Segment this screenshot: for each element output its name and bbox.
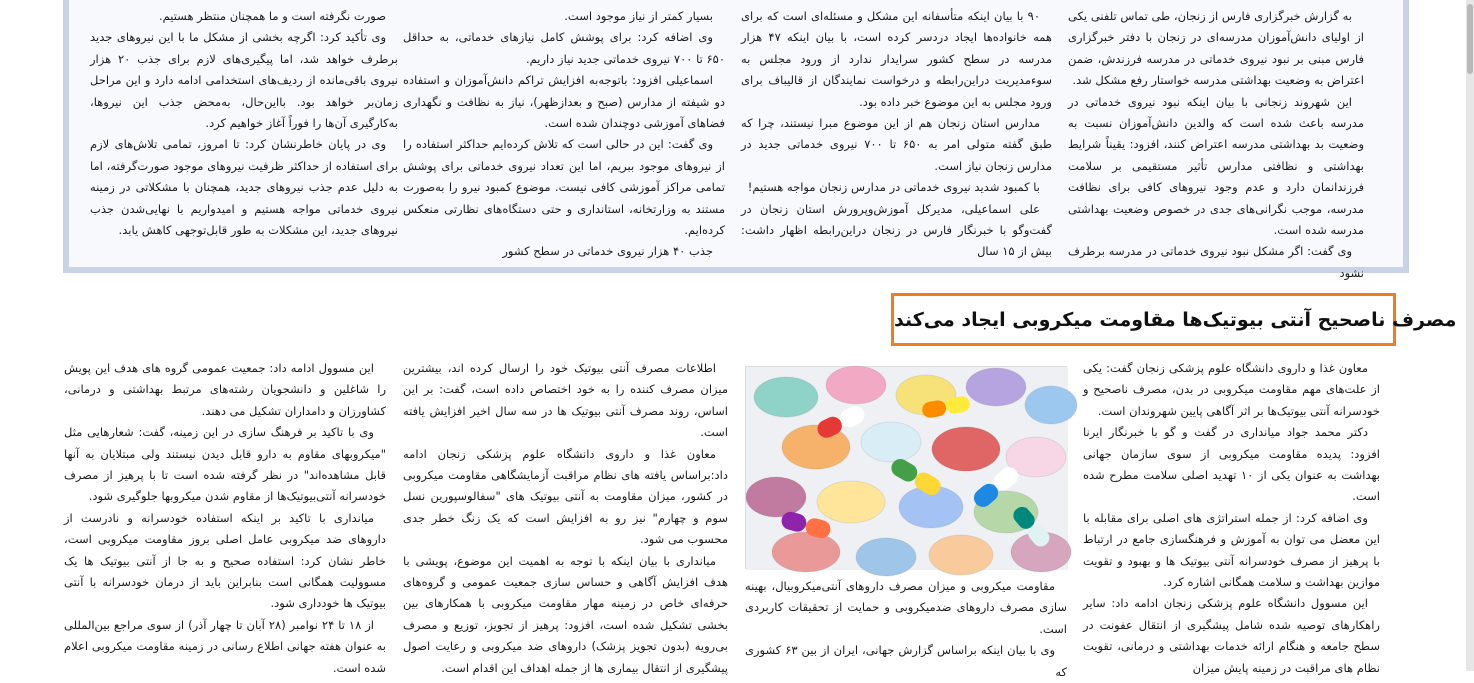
paragraph: این مسوول ادامه داد: جمعیت عمومی گروه های هدف این پویش را شاغلین و دانشجویان رشته‌های مرتبط بهداشتی و درمانی، کشاورزان و دامداران تشکیل می دهند. xyxy=(64,361,386,418)
paragraph: میانداری با تاکید بر اینکه استفاده خودسرانه و نادرست از داروهای ضد میکروبی عامل اصلی بروز مقاومت میکروبی است، خاطر نشان کرد: استفاده صحیح و به جا از آنتی بیوتیک ها یک مسوولیت همگانی است بنابراین باید از درمان خودسرانه با آنتی بیوتیک ها خودداری شود. xyxy=(64,510,386,611)
paragraph: با کمبود شدید نیروی خدماتی در مدارس زنجان مواجه هستیم! xyxy=(747,180,1040,195)
top-column-4 xyxy=(90,6,398,258)
paragraph: وی اضافه کرد: برای پوشش کامل نیازهای خدماتی، به حداقل ۶۵۰ تا ۷۰۰ نیروی خدماتی جدید نیاز داریم. xyxy=(403,30,725,66)
paragraph: مدارس استان زنجان هم از این موضوع مبرا نیستند، چرا که طبق گفته متولی امر به ۶۵۰ تا ۷۰۰ نیروی خدماتی جدید در مدارس زنجان نیاز است. xyxy=(741,116,1052,173)
paragraph: وی تأکید کرد: اگرچه بخشی از مشکل ما با این نیروهای جدید برطرف خواهد شد، اما پیگیری‌های لازم برای جذب ۲۰ هزار نیروی باقی‌مانده از ردیف‌های استخدامی ادامه دارد و این مراحل زمان‌بر خواهد بود. بااین‌حال، به‌محض جذب این نیروها، به‌کارگیری آن‌ها را فوراً آغاز خواهیم کرد. xyxy=(90,30,398,131)
paragraph: وی با تاکید بر فرهنگ سازی در این زمینه، گفت: شعارهایی مثل "میکروبهای مقاوم به دارو قابل دیدن نیستند ولی مبتلایان به آنها قابل مشاهده‌اند" در نظر گرفته شده است تا با پرهیز از مصرف خودسرانه آنتی‌بیوتیک‌ها از مقاوم شدن میکروبها جلوگیری شود. xyxy=(64,425,386,504)
paragraph: علی اسماعیلی، مدیرکل آموزش‌وپرورش استان زنجان در گفت‌وگو با خبرنگار فارس در زنجان دراین‌رابطه اظهار داشت: بیش از ۱۵ سال xyxy=(741,201,1052,259)
top-column-2 xyxy=(741,6,1052,258)
article-column-3 xyxy=(403,358,728,675)
paragraph: بسیار کمتر از نیاز موجود است. xyxy=(564,9,713,23)
article-column-1 xyxy=(1083,358,1380,675)
top-column-3 xyxy=(403,6,725,258)
paragraph: وی با بیان اینکه براساس گزارش جهانی، ایران از بین ۶۳ کشوری که xyxy=(745,643,1067,679)
pills-illustration xyxy=(746,367,1068,570)
paragraph: مقاومت میکروبی و میزان مصرف داروهای آنتی‌میکروبیال، بهینه سازی مصرف داروهای ضدمیکروبی و حمایت از تحقیقات کاربردی است. xyxy=(745,579,1067,636)
paragraph: ۹۰ با بیان اینکه متأسفانه این مشکل و مسئله‌ای است که برای همه خانواده‌ها ایجاد دردسر کرده است، با بیان اینکه ۴۷ هزار مدرسه در سطح کشور سرایدار ندارد از ورود مجلس به سوءمدیریت دراین‌رابطه و درخواست نمایندگان از قالیباف برای ورود مجلس به این موضوع خبر داده بود. xyxy=(741,9,1052,109)
top-column-1 xyxy=(1068,6,1364,280)
paragraph: جذب ۴۰ هزار نیروی خدماتی در سطح کشور xyxy=(502,244,713,259)
paragraph: به گزارش خبرگزاری فارس از زنجان، طی تماس تلفنی یکی از اولیای دانش‌آموزان مدرسه‌ای در زنجان با دفتر خبرگزاری فارس مبنی بر نبود نیروی خدماتی در مدرسه فرزندش، ضمن اعتراض به وضعیت بهداشتی مدرسه خواستار رفع مشکل شد. xyxy=(1068,9,1364,88)
paragraph: اطلاعات مصرف آنتی بیوتیک خود را ارسال کرده اند، بیشترین میزان مصرف کننده را به خود اختصاص داده است، گفت: بر این اساس، روند مصرف آنتی بیوتیک ها در سه سال اخیر افزایش یافته است. xyxy=(403,361,728,440)
page-scrollbar[interactable] xyxy=(1466,0,1474,671)
paragraph: دکتر محمد جواد میانداری در گفت و گو با خبرنگار ایرنا افزود: پدیده مقاومت میکروبی از سوی سازمان جهانی بهداشت به عنوان یکی از ۱۰ تهدید اصلی سلامت مطرح شده است. xyxy=(1083,425,1380,504)
paragraph: وی در پایان خاطرنشان کرد: تا امروز، تمامی تلاش‌های لازم برای استفاده از حداکثر ظرفیت نیروهای موجود صورت‌گرفته، اما به دلیل عدم جذب نیروهای جدید، همچنان با مشکلاتی در زمینه نیروی خدماتی مواجه هستیم و امیدواریم با نهایی‌شدن جذب نیروهای جدید، این مشکلات به طور قابل‌توجهی کاهش یابد. xyxy=(90,137,398,238)
paragraph: معاون غذا و داروی دانشگاه علوم پزشکی زنجان ادامه داد:براساس یافته های نظام مراقبت آزمایشگاهی مقاومت میکروبی در کشور، میزان مقاومت به آنتی بیوتیک های "سفالوسپورین نسل سوم و چهارم" نیز رو به افزایش است که یک زنگ خطر جدی محسوب می شود. xyxy=(403,446,728,547)
article-column-4 xyxy=(64,358,386,675)
paragraph: این شهروند زنجانی با بیان اینکه نبود نیروی خدماتی در مدرسه باعث شده است که والدین دانش‌آموزان نسبت به وضعیت بد بهداشتی مدرسه اعتراض کنند، افزود: یقیناً شرایط بهداشتی و نظافتی مدارس تأثیر مستقیمی بر سلامت فرزندانمان دارد و عدم وجود نیروهای کافی برای نظافت مدرسه، موجب نگرانی‌های جدی در خصوص وضعیت بهداشتی مدرسه شده است. xyxy=(1068,94,1364,238)
article-headline-box xyxy=(891,293,1457,346)
paragraph: صورت نگرفته است و ما همچنان منتظر هستیم. xyxy=(158,9,386,23)
scrollbar-thumb[interactable] xyxy=(1467,4,1473,74)
paragraph: این مسوول دانشگاه علوم پزشکی زنجان ادامه داد: سایر راهکارهای توصیه شده شامل پیشگیری از انتقال عفونت در سطح جامعه و هنگام ارائه خدمات بهداشتی و درمانی، تقویت نظام های مراقبت در زمینه پایش میزان xyxy=(1083,596,1380,675)
paragraph: وی گفت: این در حالی است که تلاش کرده‌ایم حداکثر استفاده را از نیروهای موجود ببریم، اما این تعداد نیروی خدماتی برای پوشش تمامی مراکز آموزشی کافی نیست. موضوع کمبود نیرو را به‌صورت مستند به وزارتخانه، استانداری و حتی دستگاه‌های نظارتی منعکس کرده‌ایم. xyxy=(403,137,725,238)
pills-image xyxy=(745,366,1067,569)
paragraph: وی گفت: اگر مشکل نبود نیروی خدماتی در مدرسه برطرف نشود xyxy=(1068,244,1364,280)
article-column-2-caption xyxy=(745,576,1067,679)
paragraph: معاون غذا و داروی دانشگاه علوم پزشکی زنجان گفت: یکی از علت‌های مهم مقاومت میکروبی در بدن، مصرف ناصحیح و خودسرانه آنتی بیوتیک‌ها بر اثر آگاهی پایین شهروندان است. xyxy=(1083,361,1380,418)
paragraph: از ۱۸ تا ۲۴ نوامبر (۲۸ آبان تا چهار آذر) از سوی مراجع بین‌المللی به عنوان هفته جهانی اطلاع رسانی در زمینه مقاومت میکروبی اعلام شده است. xyxy=(64,617,386,675)
paragraph: اسماعیلی افزود: باتوجه‌به افزایش تراکم دانش‌آموزان و استفاده دو شیفته از مدارس (صبح و بعدازظهر)، نیاز به نظافت و نگهداری فضاهای آموزشی دوچندان شده است. xyxy=(403,73,725,131)
paragraph: وی اضافه کرد: از جمله استراتژی های اصلی برای مقابله با این معضل می توان به آموزش و فرهنگسازی جامع در ارتباط با پرهیز از مصرف خودسرانه آنتی بیوتیک ها و بهبود و تقویت موازین بهداشت و سلامت همگانی اشاره کرد. xyxy=(1083,510,1380,590)
paragraph: میانداری با بیان اینکه با توجه به اهمیت این موضوع، پویشی با هدف افزایش آگاهی و حساس سازی جمعیت عمومی و گروه‌های حرفه‌ای خاص در زمینه مهار مقاومت میکروبی با همکارهای بین بخشی تشکیل شده است، افزود: پرهیز از تجویز، توزیع و مصرف بی‌رویه (بدون تجویز پزشک) داروهای ضد میکروبی و رعایت اصول پیشگیری از انتقال بیماری ها از جمله اهداف این اقدام است. xyxy=(403,553,728,675)
article-headline: مصرف ناصحیح آنتی بیوتیک‌ها مقاومت میکروبی ایجاد می‌کند xyxy=(894,308,1457,331)
